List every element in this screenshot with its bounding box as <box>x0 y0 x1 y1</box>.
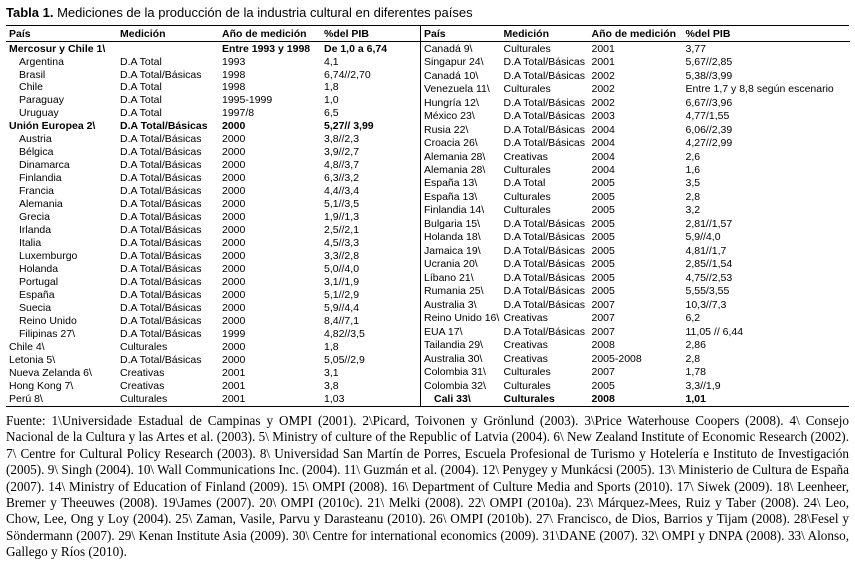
cell-pais: Chile <box>19 81 43 94</box>
cell-ano: 2005 <box>591 379 615 392</box>
cell-pib: 3,2 <box>685 204 701 217</box>
cell-medicion: D.A Total/Básicas <box>503 123 586 136</box>
table-row <box>421 177 850 190</box>
table-row <box>421 298 850 311</box>
cell-pib: 3,8 <box>324 380 339 393</box>
cell-pib: 5,38//3,99 <box>685 69 733 82</box>
cell-medicion: D.A Total/Básicas <box>120 276 202 289</box>
cell-medicion: D.A Total/Básicas <box>120 185 202 198</box>
cell-pib: 3,77 <box>685 42 706 55</box>
table-row <box>6 68 420 81</box>
cell-medicion: D.A Total/Básicas <box>120 198 202 211</box>
cell-medicion: D.A Total <box>120 107 162 120</box>
cell-pais: Uruguay <box>19 107 59 120</box>
cell-medicion: D.A Total/Básicas <box>120 328 202 341</box>
col-header-pib: %del PIB <box>683 26 850 42</box>
left-header-row <box>6 26 420 42</box>
cell-pais: Bulgaria 15\ <box>424 217 481 230</box>
cell-pib: 4,75//2,53 <box>685 271 733 284</box>
cell-ano: 2005 <box>591 271 615 284</box>
table-row <box>421 285 850 298</box>
table-row <box>421 190 850 203</box>
table-row <box>6 107 420 120</box>
cell-pais: Brasil <box>19 68 46 81</box>
cell-ano: 2005 <box>591 217 615 230</box>
table-row <box>421 123 850 136</box>
source-note: Fuente: 1\Universidade Estadual de Campinas y OMPI (2001). 2\Picard, Toivonen y Grönlund (2003). 3\Price Waterhouse Coopers (2008). 4\ Consejo Nacional de la Cultura y las Artes et al. (2003). 5\ Ministry of culture of the Republic of Latvia (2004). 6\ New Zealand Institute of Economic Research (2002). 7\ Centre for Cultural Policy Research (2003). 8\ Universidad San Martín de Porres, Escuela Profesional de Turismo y Hotelería e Instituto de Investigación (2005). 9\ Singh (2004). 10\ Wall Communications Inc. (2004). 11\ Guzmán et al. (2004). 12\ Penygey y Munkácsi (2005). 13\ Ministerio de Cultura de España (2007). 14\ Ministry of Education of Finland (2009). 15\ OMPI (2008). 16\ Department of Culture Media and Sports (2010). 17\ Siwek (2009). 18\ Leenheer, Bremer y Theeuwes (2008). 19\James (2007). 20\ OMPI (2010c). 21\ Melki (2008). 22\ OMPI (2010a). 23\ Márquez-Mees, Ruiz y Taber (2008). 24\ Leo, Chow, Lee, Ong y Loy (2004). 25\ Zaman, Vasile, Parvu y Darasteanu (2010). 26\ OMPI (2010b). 27\ Francisco, de Dios, Barrios y Tijam (2008). 28\Fesel y Söndermann (2007). 29\ Kenan Institute Asia (2009). 30\ Centre for international economics (2009). 31\DANE (2007). 32\ OMPI y DNPA (2008). 33\ Alonso, Gallego y Ríos (2010). <box>6 413 849 560</box>
cell-pais: Paraguay <box>19 94 64 107</box>
cell-medicion: D.A Total/Básicas <box>120 289 202 302</box>
cell-pib: 1,78 <box>685 366 706 379</box>
cell-ano: 1998 <box>222 81 246 94</box>
cell-pais: Filipinas 27\ <box>19 328 76 341</box>
cell-pais: Rumania 25\ <box>424 285 484 298</box>
cell-medicion: D.A Total/Básicas <box>120 159 202 172</box>
cell-pib: 3,9//2,7 <box>324 146 360 159</box>
cell-pais: Holanda 18\ <box>424 231 481 244</box>
cell-ano: 2005 <box>591 258 615 271</box>
cell-ano: 2000 <box>222 276 246 289</box>
cell-ano: 2002 <box>591 69 615 82</box>
cell-medicion: D.A Total/Básicas <box>503 110 586 123</box>
cell-pais: Tailandia 29\ <box>424 339 483 352</box>
table-row <box>6 211 420 224</box>
table-row <box>6 81 420 94</box>
cell-medicion: D.A Total/Básicas <box>503 56 586 69</box>
cell-pib: 5,1//3,5 <box>324 198 360 211</box>
table-row <box>6 55 420 68</box>
cell-medicion: D.A Total/Básicas <box>503 231 586 244</box>
cell-ano: 2005 <box>591 285 615 298</box>
cell-pib: 5,55/3,55 <box>685 285 730 298</box>
table-row <box>6 289 420 302</box>
table-row <box>6 237 420 250</box>
table-row <box>421 42 850 56</box>
table-row <box>6 198 420 211</box>
cell-medicion: D.A Total/Básicas <box>120 224 202 237</box>
cell-pib: 8,4//7,1 <box>324 315 360 328</box>
cell-medicion: Creativas <box>503 312 548 325</box>
cell-ano: 2000 <box>222 250 246 263</box>
cell-medicion: D.A Total/Básicas <box>120 263 202 276</box>
cell-ano: 2005 <box>591 204 615 217</box>
cell-pais: Italia <box>19 237 42 250</box>
cell-pais: Alemania 28\ <box>424 164 486 177</box>
cell-pib: 3,1//1,9 <box>324 276 360 289</box>
cell-pib: 6,06//2,39 <box>685 123 733 136</box>
cell-pib: 3,3//1,9 <box>685 379 721 392</box>
cell-pib: 6,2 <box>685 312 701 325</box>
cell-ano: 2000 <box>222 315 246 328</box>
col-header-medicion: Medición <box>117 26 219 42</box>
cell-medicion: D.A Total <box>503 177 546 190</box>
cell-medicion <box>117 42 219 56</box>
table-row <box>421 325 850 338</box>
cell-pais: Argentina <box>19 55 64 68</box>
cell-pais: Chile 4\ <box>9 341 45 354</box>
cell-ano: 2000 <box>222 289 246 302</box>
cell-ano: 2004 <box>591 123 615 136</box>
cell-medicion: Culturales <box>120 341 168 354</box>
cell-pais: Holanda <box>19 263 59 276</box>
cell-pib: 4,81//1,7 <box>685 244 727 257</box>
cell-ano: 2000 <box>222 237 246 250</box>
cell-pib: 3,1 <box>324 367 339 380</box>
cell-pais: Canadá 10\ <box>424 69 479 82</box>
cell-ano: 2001 <box>222 380 246 393</box>
table-title-text: Mediciones de la producción de la industria cultural en diferentes países <box>53 5 473 20</box>
table-row <box>421 352 850 365</box>
cell-pib: 5,9//4,4 <box>324 302 360 315</box>
col-header-medicion: Medición <box>501 26 589 42</box>
cell-pais: Austria <box>19 133 52 146</box>
measurements-table <box>6 25 849 407</box>
cell-medicion: D.A Total <box>120 55 162 68</box>
cell-pib: 1,0 <box>324 94 339 107</box>
cell-medicion: Creativas <box>503 339 548 352</box>
right-table <box>420 26 850 406</box>
cell-ano: 2004 <box>591 150 615 163</box>
right-header-row <box>421 26 850 42</box>
cell-ano: 2005 <box>591 244 615 257</box>
table-row <box>421 271 850 284</box>
cell-pib: De 1,0 a 6,74 <box>324 42 388 55</box>
cell-pais: Canadá 9\ <box>424 42 473 55</box>
cell-pais: España 13\ <box>424 190 478 203</box>
cell-pais: Jamaica 19\ <box>424 244 481 257</box>
cell-medicion: D.A Total/Básicas <box>503 137 586 150</box>
cell-pib: 6,3//3,2 <box>324 172 360 185</box>
cell-ano: 2002 <box>591 96 615 109</box>
cell-pais: Portugal <box>19 276 59 289</box>
cell-ano: 1997/8 <box>222 107 255 120</box>
cell-medicion: Creativas <box>120 380 165 393</box>
cell-pais: Colombia 32\ <box>424 379 486 392</box>
cell-medicion: D.A Total/Básicas <box>503 298 586 311</box>
cell-pib: 11,05 // 6,44 <box>685 325 744 338</box>
cell-medicion: D.A Total <box>120 94 162 107</box>
cell-medicion: Culturales <box>503 204 551 217</box>
cell-pais: Australia 3\ <box>424 298 477 311</box>
cell-ano: 2000 <box>222 341 246 354</box>
cell-ano: 2000 <box>222 302 246 315</box>
cell-medicion: D.A Total/Básicas <box>120 237 202 250</box>
cell-pais: Alemania <box>19 198 63 211</box>
table-row <box>421 82 850 95</box>
cell-medicion: Culturales <box>503 83 551 96</box>
table-row <box>6 146 420 159</box>
cell-ano: 2000 <box>222 120 246 133</box>
cell-medicion: D.A Total/Básicas <box>120 211 202 224</box>
cell-pib: 1,8 <box>324 341 339 354</box>
table-row <box>6 354 420 367</box>
cell-pais: Rusia 22\ <box>424 123 469 136</box>
table-row <box>421 258 850 271</box>
cell-ano: 2000 <box>222 224 246 237</box>
cell-pais: Singapur 24\ <box>424 56 484 69</box>
cell-pib: Entre 1,7 y 8,8 según escenario <box>685 83 834 96</box>
table-row <box>421 69 850 82</box>
table-row <box>421 311 850 324</box>
table-title-label: Tabla 1. <box>6 5 54 20</box>
cell-medicion: D.A Total/Básicas <box>503 271 586 284</box>
cell-pib: 4,27//2,99 <box>685 137 733 150</box>
cell-ano: 2000 <box>222 198 246 211</box>
cell-ano: 1998 <box>222 68 246 81</box>
cell-pib: 6,74//2,70 <box>324 68 371 81</box>
table-row <box>421 392 850 406</box>
cell-pib: 5,67//2,85 <box>685 56 733 69</box>
cell-ano: 2000 <box>222 185 246 198</box>
cell-ano: 2003 <box>591 110 615 123</box>
cell-medicion: D.A Total <box>120 81 162 94</box>
table-row <box>421 56 850 69</box>
cell-pais: Dinamarca <box>19 159 70 172</box>
table-row <box>6 315 420 328</box>
table-row <box>421 136 850 149</box>
table-row <box>6 94 420 107</box>
cell-medicion: Culturales <box>503 379 551 392</box>
cell-medicion: D.A Total/Básicas <box>503 325 586 338</box>
table-row <box>6 263 420 276</box>
cell-ano: 2005-2008 <box>591 352 642 365</box>
cell-pais: Cali 33\ <box>434 393 471 406</box>
cell-pais: Líbano 21\ <box>424 271 474 284</box>
cell-pais: Nueva Zelanda 6\ <box>9 367 92 380</box>
table-row <box>6 224 420 237</box>
cell-pais: Bélgica <box>19 146 54 159</box>
table-row <box>421 365 850 378</box>
cell-ano: 2000 <box>222 146 246 159</box>
cell-medicion: D.A Total/Básicas <box>503 69 586 82</box>
table-row <box>6 367 420 380</box>
cell-pais: Mercosur y Chile 1\ <box>9 42 106 55</box>
cell-medicion: D.A Total/Básicas <box>120 133 202 146</box>
cell-pib: 4,4//3,4 <box>324 185 360 198</box>
cell-pais: Suecia <box>19 302 52 315</box>
cell-medicion: D.A Total/Básicas <box>120 146 202 159</box>
cell-medicion: Culturales <box>120 393 168 406</box>
col-header-pais: País <box>6 26 117 42</box>
cell-pais: Hong Kong 7\ <box>9 380 74 393</box>
cell-medicion: Creativas <box>120 367 165 380</box>
cell-pib: 2,86 <box>685 339 706 352</box>
cell-ano: 2005 <box>591 177 615 190</box>
cell-pib: 10,3//7,3 <box>685 298 727 311</box>
cell-pais: Grecia <box>19 211 50 224</box>
table-row <box>6 185 420 198</box>
cell-medicion: D.A Total/Básicas <box>503 285 586 298</box>
cell-pib: 1,8 <box>324 81 339 94</box>
table-row <box>6 380 420 393</box>
cell-pib: 6,5 <box>324 107 339 120</box>
cell-medicion: Culturales <box>503 393 555 406</box>
cell-pais: Reino Unido <box>19 315 77 328</box>
cell-pib: 5,9//4,0 <box>685 231 721 244</box>
cell-medicion: D.A Total/Básicas <box>120 172 202 185</box>
table-row <box>6 328 420 341</box>
cell-medicion: Creativas <box>503 352 548 365</box>
cell-pib: 2,8 <box>685 190 701 203</box>
table-row <box>6 159 420 172</box>
cell-pais: Finlandia 14\ <box>424 204 485 217</box>
table-row <box>421 204 850 217</box>
table-row <box>6 393 420 406</box>
table-row <box>6 276 420 289</box>
cell-ano: 2002 <box>591 83 615 96</box>
cell-ano: 2001 <box>591 42 615 55</box>
cell-pais: España <box>19 289 55 302</box>
left-table-body <box>6 42 420 407</box>
cell-medicion: Culturales <box>503 366 551 379</box>
cell-ano: 2007 <box>591 366 615 379</box>
cell-ano: 2001 <box>591 56 615 69</box>
cell-medicion: D.A Total/Básicas <box>503 244 586 257</box>
cell-ano: 2000 <box>222 172 246 185</box>
cell-medicion: Culturales <box>503 164 551 177</box>
cell-pib: 3,8//2,3 <box>324 133 360 146</box>
cell-pib: 3,5 <box>685 177 701 190</box>
cell-pib: 4,1 <box>324 55 339 68</box>
cell-pais: Ucrania 20\ <box>424 258 478 271</box>
cell-ano: 2000 <box>222 159 246 172</box>
cell-ano: 1995-1999 <box>222 94 273 107</box>
cell-ano: 2001 <box>222 367 246 380</box>
left-table <box>6 26 420 406</box>
cell-pib: 1,6 <box>685 164 701 177</box>
cell-ano: 2000 <box>222 133 246 146</box>
cell-ano: 2001 <box>222 393 246 406</box>
cell-pais: Irlanda <box>19 224 52 237</box>
cell-pib: 5,0//4,0 <box>324 263 360 276</box>
cell-pib: 5,1//2,9 <box>324 289 360 302</box>
table-row <box>421 163 850 176</box>
cell-pais: España 13\ <box>424 177 478 190</box>
cell-medicion: D.A Total/Básicas <box>503 96 586 109</box>
cell-ano: 2004 <box>591 137 615 150</box>
cell-pib: 2,5//2,1 <box>324 224 360 237</box>
table-row <box>421 96 850 109</box>
table-row <box>421 231 850 244</box>
table-row <box>6 250 420 263</box>
cell-pais: Croacia 26\ <box>424 137 478 150</box>
cell-medicion: D.A Total/Básicas <box>120 302 202 315</box>
cell-pib: 4,77/1,55 <box>685 110 730 123</box>
cell-pais: Luxemburgo <box>19 250 78 263</box>
table-row <box>6 341 420 354</box>
cell-medicion: D.A Total/Básicas <box>120 315 202 328</box>
cell-medicion: Culturales <box>503 190 551 203</box>
cell-pais: México 23\ <box>424 110 475 123</box>
cell-pib: 4,82//3,5 <box>324 328 365 341</box>
cell-medicion: Creativas <box>503 150 548 163</box>
table-row <box>6 42 420 56</box>
col-header-ano: Año de medición <box>589 26 683 42</box>
cell-pais: Unión Europea 2\ <box>9 120 96 133</box>
table-row <box>421 379 850 392</box>
cell-medicion: D.A Total/Básicas <box>120 68 202 81</box>
table-row <box>6 302 420 315</box>
cell-pais: Letonia 5\ <box>9 354 56 367</box>
cell-pais: Perú 8\ <box>9 393 43 406</box>
cell-pib: 1,01 <box>685 393 706 406</box>
cell-pais: Alemania 28\ <box>424 150 486 163</box>
cell-medicion: D.A Total/Básicas <box>503 258 586 271</box>
cell-pib: 6,67//3,96 <box>685 96 733 109</box>
cell-pais: Finlandia <box>19 172 62 185</box>
cell-ano: 2008 <box>591 393 615 406</box>
cell-medicion: Culturales <box>503 42 551 55</box>
table-title <box>6 5 849 21</box>
cell-ano: Entre 1993 y 1998 <box>222 42 311 55</box>
table-row <box>421 109 850 122</box>
col-header-pib: %del PIB <box>321 26 420 42</box>
table-row <box>421 217 850 230</box>
cell-pais: EUA 17\ <box>424 325 463 338</box>
cell-pais: Australia 30\ <box>424 352 483 365</box>
cell-ano: 2007 <box>591 312 615 325</box>
cell-pais: Reino Unido 16\ <box>424 312 500 325</box>
table-row <box>421 244 850 257</box>
col-header-pais: País <box>421 26 501 42</box>
cell-ano: 2007 <box>591 325 615 338</box>
table-row <box>421 338 850 351</box>
cell-ano: 2005 <box>591 190 615 203</box>
cell-pib: 4,5//3,3 <box>324 237 360 250</box>
right-table-body <box>421 42 850 407</box>
cell-pib: 2,8 <box>685 352 701 365</box>
cell-ano: 2007 <box>591 298 615 311</box>
cell-pib: 4,8//3,7 <box>324 159 360 172</box>
cell-pib: 1,03 <box>324 393 345 406</box>
cell-ano: 1999 <box>222 328 246 341</box>
cell-ano: 2000 <box>222 354 246 367</box>
table-row <box>6 172 420 185</box>
cell-ano: 2000 <box>222 211 246 224</box>
cell-pais: Venezuela 11\ <box>424 83 490 96</box>
col-header-ano: Año de medición <box>219 26 321 42</box>
cell-ano: 1993 <box>222 55 246 68</box>
cell-medicion: D.A Total/Básicas <box>120 354 202 367</box>
cell-ano: 2000 <box>222 263 246 276</box>
cell-ano: 2005 <box>591 231 615 244</box>
cell-pib: 2,81//1,57 <box>685 217 733 230</box>
table-row <box>421 150 850 163</box>
cell-pib: 5,05//2,9 <box>324 354 365 367</box>
cell-pais: Hungría 12\ <box>424 96 479 109</box>
cell-pib: 2,6 <box>685 150 701 163</box>
cell-medicion: D.A Total/Básicas <box>120 250 202 263</box>
cell-ano: 2008 <box>591 339 615 352</box>
cell-pais: Francia <box>19 185 55 198</box>
cell-ano: 2004 <box>591 164 615 177</box>
cell-pib: 5,27// 3,99 <box>324 120 374 133</box>
cell-pib: 1,9//1,3 <box>324 211 360 224</box>
table-row <box>6 120 420 133</box>
table-row <box>6 133 420 146</box>
cell-pib: 2,85//1,54 <box>685 258 733 271</box>
cell-pib: 3,3//2,8 <box>324 250 360 263</box>
cell-medicion: D.A Total/Básicas <box>120 120 208 133</box>
cell-medicion: D.A Total/Básicas <box>503 217 586 230</box>
cell-pais: Colombia 31\ <box>424 366 486 379</box>
